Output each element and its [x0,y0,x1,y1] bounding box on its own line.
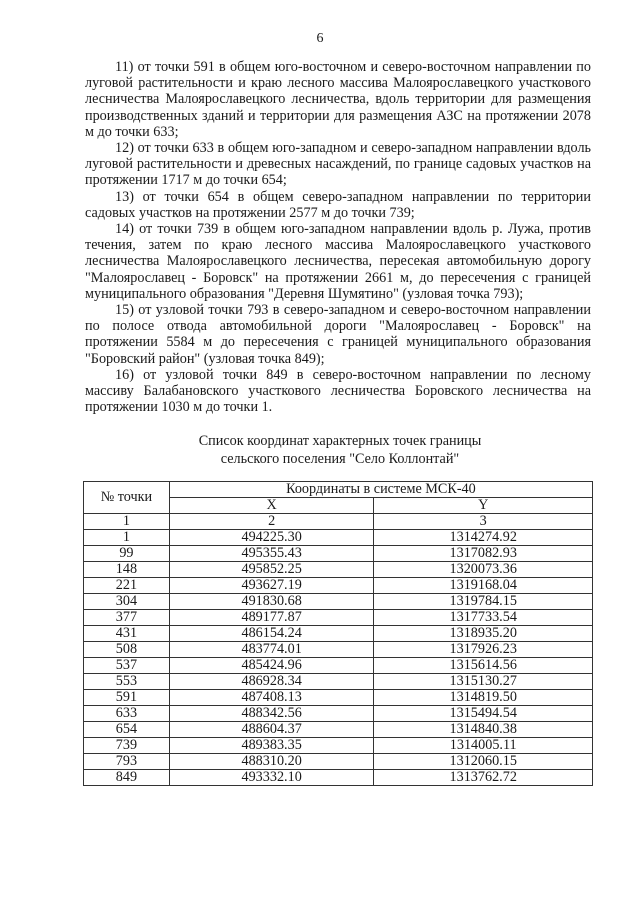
table-row [84,642,593,658]
y-coordinate-cell: 1314274.92 [374,530,593,546]
x-coordinate-cell: 488310.20 [169,754,374,770]
x-coordinate-cell: 494225.30 [169,530,374,546]
header-x: X [169,498,374,514]
point-number-cell: 508 [84,642,170,658]
table-row [84,770,593,786]
point-number-cell: 304 [84,594,170,610]
point-number-cell: 1 [84,530,170,546]
y-coordinate-cell: 1319784.15 [374,594,593,610]
y-coordinate-cell: 1315614.56 [374,658,593,674]
table-row [84,578,593,594]
x-coordinate-cell: 488342.56 [169,706,374,722]
point-number-cell: 591 [84,690,170,706]
table-row [84,738,593,754]
x-coordinate-cell: 489383.35 [169,738,374,754]
x-coordinate-cell: 488604.37 [169,722,374,738]
table-row [84,706,593,722]
table-row [84,610,593,626]
table-row [84,594,593,610]
x-coordinate-cell: 483774.01 [169,642,374,658]
y-coordinate-cell: 1318935.20 [374,626,593,642]
table-row [84,546,593,562]
table-row [84,722,593,738]
point-number-cell: 537 [84,658,170,674]
table-row [84,658,593,674]
column-number-1: 1 [84,514,170,530]
point-number-cell: 553 [84,674,170,690]
table-row [84,674,593,690]
y-coordinate-cell: 1314819.50 [374,690,593,706]
point-number-cell: 793 [84,754,170,770]
y-coordinate-cell: 1312060.15 [374,754,593,770]
header-coordinates: Координаты в системе МСК-40 [169,482,592,498]
y-coordinate-cell: 1314005.11 [374,738,593,754]
page-number: 6 [316,31,324,46]
x-coordinate-cell: 487408.13 [169,690,374,706]
point-number-cell: 221 [84,578,170,594]
header-point-number: № точки [84,482,170,514]
header-y: Y [374,498,593,514]
point-number-cell: 849 [84,770,170,786]
table-row [84,754,593,770]
point-number-cell: 148 [84,562,170,578]
paragraph-13: 13) от точки 654 в общем северо-западном направлении по территории садовых участков на протяжении 2577 м до точки 739; [85,188,591,221]
column-number-3: 3 [374,514,593,530]
document-body [85,59,591,415]
x-coordinate-cell: 489177.87 [169,610,374,626]
y-coordinate-cell: 1320073.36 [374,562,593,578]
table-row [84,626,593,642]
x-coordinate-cell: 493332.10 [169,770,374,786]
x-coordinate-cell: 495852.25 [169,562,374,578]
y-coordinate-cell: 1319168.04 [374,578,593,594]
y-coordinate-cell: 1314840.38 [374,722,593,738]
y-coordinate-cell: 1313762.72 [374,770,593,786]
table-row [84,690,593,706]
coordinates-table [83,481,593,786]
table-body [84,530,593,786]
x-coordinate-cell: 486928.34 [169,674,374,690]
x-coordinate-cell: 491830.68 [169,594,374,610]
caption-line-1: Список координат характерных точек границы [198,433,482,449]
y-coordinate-cell: 1317733.54 [374,610,593,626]
y-coordinate-cell: 1317926.23 [374,642,593,658]
x-coordinate-cell: 495355.43 [169,546,374,562]
x-coordinate-cell: 485424.96 [169,658,374,674]
paragraph-15: 15) от узловой точки 793 в северо-западном и северо-восточном направлении по полосе отвода автомобильной дороги "Малоярославец - Боровск" на протяжении 5584 м до пересечения с границей муниципального образования "Боровский район" (узловая точка 849); [85,302,591,367]
paragraph-16: 16) от узловой точки 849 в северо-восточном направлении по лесному массиву Балабановского участкового лесничества Боровского лесничества на протяжении 1030 м до точки 1. [85,366,591,416]
y-coordinate-cell: 1315494.54 [374,706,593,722]
point-number-cell: 377 [84,610,170,626]
point-number-cell: 739 [84,738,170,754]
table-row [84,562,593,578]
caption-line-2: сельского поселения "Село Коллонтай" [220,451,460,467]
point-number-cell: 99 [84,546,170,562]
paragraph-12: 12) от точки 633 в общем юго-западном и северо-западном направлении вдоль луговой растительности и древесных насаждений, по границе садовых участков на протяжении 1717 м до точки 654; [85,140,591,189]
point-number-cell: 654 [84,722,170,738]
point-number-cell: 431 [84,626,170,642]
y-coordinate-cell: 1315130.27 [374,674,593,690]
y-coordinate-cell: 1317082.93 [374,546,593,562]
table-row [84,530,593,546]
point-number-cell: 633 [84,706,170,722]
column-number-2: 2 [169,514,374,530]
table-caption [85,432,595,468]
x-coordinate-cell: 486154.24 [169,626,374,642]
paragraph-11: 11) от точки 591 в общем юго-восточном и северо-восточном направлении по луговой растительности и краю лесного массива Малоярославецкого участкового лесничества Малоярославецкого лесничества, вдоль территории для размещения производственных зданий и территории для размещения АЗС на протяжении 2078 м до точки 633; [85,59,591,140]
paragraph-14: 14) от точки 739 в общем юго-западном направлении вдоль р. Лужа, против течения, затем по краю лесного массива Малоярославецкого участкового лесничества Малоярославецкого лесничества, пересекая автомобильную дорогу "Малоярославец - Боровск" на протяжении 2661 м, до пересечения с границей муниципального образования "Деревня Шумятино" (узловая точка 793); [85,221,591,302]
x-coordinate-cell: 493627.19 [169,578,374,594]
